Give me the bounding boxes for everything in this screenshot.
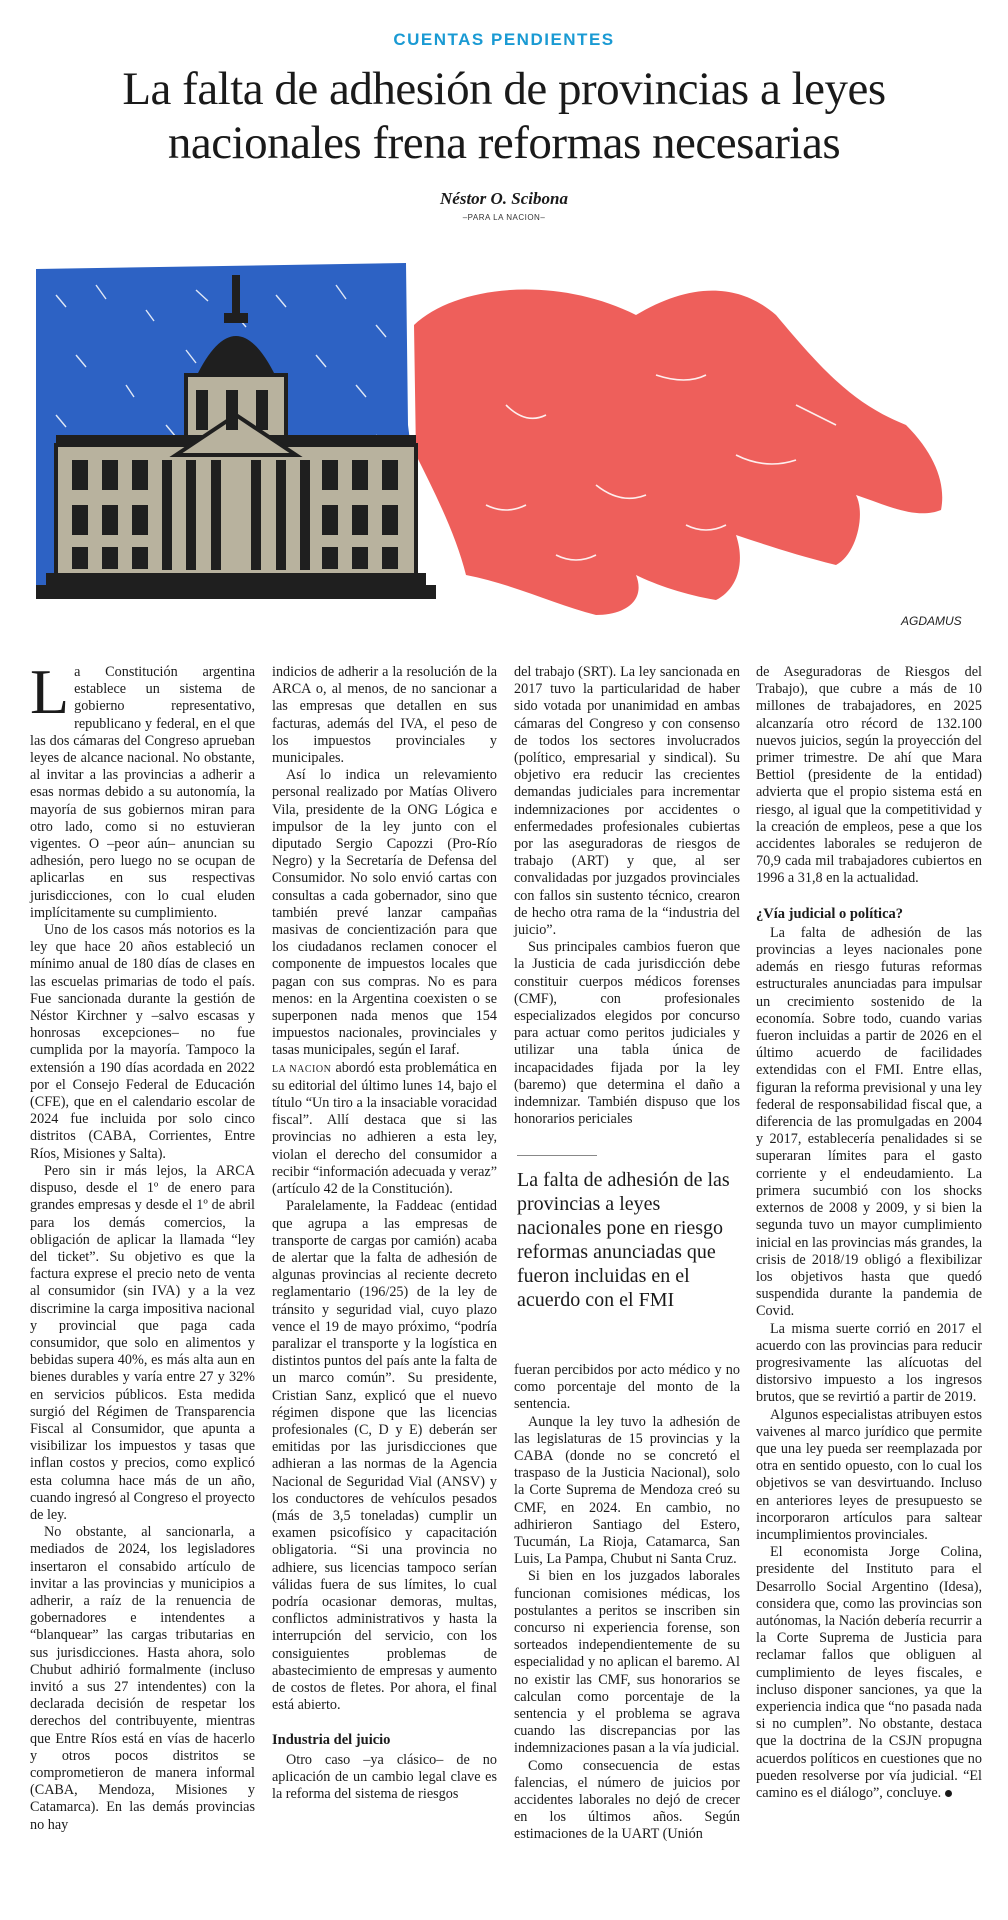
paragraph: indicios de adherir a la resolución de la ARCA o, al menos, de no sancionar a las empresas que detallen en sus facturas, además del IVA, el peso de los impuestos provinciales y municipales. xyxy=(272,664,497,767)
article-column-3-top xyxy=(514,664,740,1128)
article-column-2 xyxy=(272,664,497,1803)
paragraph: La Constitución argentina establece un sistema de gobierno representativo, republicano y federal, en el que las dos cámaras del Congreso aprueban leyes de alcance nacional. No obstante, al invitar a las provincias a adherir a esas normas debido a su autonomía, la mayoría de sus gobiernos miran para otro lado, como si no estuvieran vigentes. O –peor aún– anuncian su adhesión, pero luego no se ocupan de aplicarlas en sus respectivas jurisdicciones, con lo cual eluden implícitamente su cumplimiento. xyxy=(30,656,255,921)
paragraph: Si bien en los juzgados laborales funcionan comisiones médicas, los postulantes a peritos se inscriben sin concurso ni experiencia forense, son sorteados independientemente de su especialidad y no aplican el baremo. Al no existir las CMF, sus honorarios se calculan como porcentaje de la sentencia y el problema se agrava cuando las discrepancias por las indemnizaciones pasan a la vía judicial. xyxy=(514,1568,740,1757)
article-column-3-bottom xyxy=(514,1362,740,1844)
paragraph: Algunos especialistas atribuyen estos vaivenes al marco jurídico que permite que una ley pueda ser reemplazada por otra en sentido opuesto, con lo cual los objetivos se van desvirtuando. Incluso en anteriores leyes de presupuesto se incorporaron artículos para saltear incumplimientos provinciales. xyxy=(756,1406,982,1543)
section-subhead: Industria del juicio xyxy=(272,1732,391,1749)
paragraph: fueran percibidos por acto médico y no como porcentaje del monto de la sentencia. xyxy=(514,1362,740,1413)
drop-cap: L xyxy=(30,656,70,727)
paragraph: No obstante, al sancionarla, a mediados de 2024, los legisladores insertaron el consabido artículo de invitar a las provincias y municipios a adherir, a raíz de la renuencia de gobernadores e intendentes a “blanquear” las cargas tributarias en sus jurisdicciones. Hasta ahora, solo Chubut adhirió formalmente (incluso invitó a sus 27 intendentes) con la declarada decisión de respetar los derechos del contribuyente, mientras que Entre Ríos está en vías de hacerlo y otros pocos distritos se comprometieron de manera informal (CABA, Mendoza, Misiones y Catamarca). En las demás provincias no hay xyxy=(30,1524,255,1833)
paragraph: Como consecuencia de estas falencias, el número de juicios por accidentes laborales no dejó de crecer en los últimos años. Según estimaciones de la UART (Unión xyxy=(514,1757,740,1843)
article-column-4 xyxy=(756,664,982,1802)
section-kicker: CUENTAS PENDIENTES xyxy=(393,30,615,49)
paragraph: Pero sin ir más lejos, la ARCA dispuso, desde el 1º de enero para grandes empresas y desde el 1º de abril para los demás comercios, la obligación de aplicar la llamada “ley del ticket”. Su objetivo es que la factura exprese el precio neto de venta al consumidor (sin IVA) y a la vez discrimine la carga impositiva nacional y provincial que paga cada consumidor, que solo en alimentos y bebidas supera 40%, es más alta aun en bienes durables y varía entre 27 y 32% en servicios públicos. Esta medida surgió del Régimen de Transparencia Fiscal al Consumidor, que apunta a visibilizar los impuestos y tasas que inflan costos y precios, como explicó esta columna hace más de un año, cuando ingresó al Congreso el proyecto de ley. xyxy=(30,1162,255,1523)
congress-hand-illustration xyxy=(36,255,976,635)
article-column-1 xyxy=(30,656,255,1834)
author-byline: Néstor O. Scibona xyxy=(440,189,568,208)
paragraph: Otro caso –ya clásico– de no aplicación de un cambio legal clave es la reforma del sistema de riesgos xyxy=(272,1751,497,1802)
paragraph: de Aseguradoras de Riesgos del Trabajo), que cubre a más de 10 millones de trabajadores, en 2025 alcanzaría otro récord de 132.100 nuevos juicios, según la proyección del primer trimestre. De ahí que Mara Bettiol (presidente de la entidad) advierta que el propio sistema está en riesgo, al igual que la competitividad y la creación de empleos, pese a que los accidentes laborales se redujeron de 70,9 cada mil trabajadores cubiertos en 1996 a 31,8 en la actualidad. xyxy=(756,664,982,887)
paragraph: Paralelamente, la Faddeac (entidad que agrupa a las empresas de transporte de cargas por camión) acaba de alertar que la falta de adhesión de algunas provincias al reciente decreto reglamentario (196/25) de la ley de tránsito y seguridad vial, cuyo plazo vence el 19 de mayo próximo, “podría paralizar el transporte y la logística en distintos puntos del país ante la falta de un marco común”. Su presidente, Cristian Sanz, explicó que el nuevo régimen dispone que las licencias profesionales (C, D y E) deberán ser emitidas por las jurisdicciones que adhieran a las normas de la Agencia Nacional de Seguridad Vial (ANSV) y los conductores de vehículos pesados (más de 3,5 toneladas) cumplir un examen psicofísico y capacitación obligatoria. “Si una provincia no adhiere, sus licencias tampoco serían válidas fuera de sus límites, lo cual podría ocasionar demoras, multas, conflictos administrativos y hasta la interrupción del servicio, con los consiguientes problemas de abastecimiento de empresas y aumento de costos de fletes. Por ahora, el final está abierto. xyxy=(272,1198,497,1714)
paragraph: Uno de los casos más notorios es la ley que hace 20 años estableció un mínimo anual de 180 días de clases en las escuelas primarias de todo el país. Fue sancionada durante la gestión de Néstor Kirchner y –salvo escasas y honrosas excepciones– no fue cumplida por la mayoría. Tampoco la extensión a 190 días acordada en 2022 por el Consejo Federal de Educación (CFE), que en el calendario escolar de 2024 fue incluida por solo cinco distritos (CABA, Corrientes, Entre Ríos, Misiones y Salta). xyxy=(30,922,255,1162)
end-mark-icon xyxy=(945,1790,952,1797)
paragraph: El economista Jorge Colina, presidente del Instituto para el Desarrollo Social Argentino (Idesa), considera que, como las provincias son autónomas, la Nación debería recurrir a la Corte Suprema de Justicia para reclamar fallos que obliguen al cumplimiento de leyes fiscales, e incluso disponer sanciones, ya que la experiencia indica que “no pasada nada si no cumplen”. No obstante, destaca que la doctrina de la CSJN propugna acuerdos políticos en cuestiones que no pueden resolverse por vía judicial. “El camino es el diálogo”, concluye. xyxy=(756,1544,982,1801)
paragraph: Sus principales cambios fueron que la Justicia de cada jurisdicción debe constituir cuerpos médicos forenses (CMF), con profesionales especializados elegidos por concurso para actuar como peritos judiciales y utilizar una tabla única de incapacidades fijada por la ley (baremo) que determina el daño a indemnizar. También dispuso que los honorarios periciales xyxy=(514,939,740,1128)
paragraph: Así lo indica un relevamiento personal realizado por Matías Olivero Vila, presidente de la ONG Lógica e impulsor de la ley junto con el diputado Sergio Capozzi (Pro-Río Negro) y la Secretaría de Defensa del Consumidor. No solo envió cartas con consultas a cada gobernador, sino que también prevé lanzar campañas masivas de concientización para que los ciudadanos reclamen conocer el componente de impuestos locales que pagan con sus compras. No es para menos: en la Argentina coexisten o se superponen nada menos que 154 impuestos nacionales, provinciales y tasas municipales, según el Iaraf. xyxy=(272,767,497,1059)
article-headline: La falta de adhesión de provincias a leyes nacionales frena reformas necesarias xyxy=(122,63,886,169)
illustration-signature: AGDAMUS xyxy=(901,614,962,628)
paragraph: Aunque la ley tuvo la adhesión de las legislaturas de 15 provincias y la CABA (donde no se concretó el traspaso de la Justicia Nacional), solo la Corte Suprema de Mendoza creó su CMF, en 2024. En cambio, no adhirieron Santiago del Estero, Tucumán, La Rioja, Catamarca, San Luis, La Pampa, Chubut ni Santa Cruz. xyxy=(514,1413,740,1568)
publication-credit: –PARA LA NACION– xyxy=(462,213,546,222)
pullquote: La falta de adhesión de las provincias a leyes nacionales pone en riesgo reformas anunciadas que fueron incluidas en el acuerdo con el FMI xyxy=(517,1169,730,1311)
paragraph: LA NACION abordó esta problemática en su editorial del último lunes 14, bajo el título “Un tiro a la insaciable voracidad fiscal”. Allí destaca que si las provincias no adhieren a esta ley, violan el derecho del consumidor a recibir “información adecuada y veraz” (artículo 42 de la Constitución). xyxy=(272,1059,497,1198)
section-subhead: ¿Vía judicial o política? xyxy=(756,905,904,922)
paragraph: del trabajo (SRT). La ley sancionada en 2017 tuvo la particularidad de haber sido votada por unanimidad en ambas cámaras del Congreso y con consenso de todos los sectores involucrados (político, empresarial y sindical). Su objetivo era reducir las crecientes demandas judiciales para incrementar indemnizaciones por accidentes o enfermedades profesionales cubiertas por las aseguradoras de riesgos de trabajo (ART) y que, al ser convalidadas por juzgados provinciales con fallos sin sustento técnico, crearon de hecho otra rama de la “industria del juicio”. xyxy=(514,664,740,939)
pullquote-rule xyxy=(517,1155,597,1156)
paragraph: La misma suerte corrió en 2017 el acuerdo con las provincias para reducir progresivamente las alícuotas del distorsivo impuesto a los ingresos brutos, que se revirtió a partir de 2019. xyxy=(756,1320,982,1406)
paragraph: La falta de adhesión de las provincias a leyes nacionales pone además en riesgo futuras reformas estructurales anunciadas para impulsar un crecimiento sostenido de la economía. Sobre todo, cuando varias fueron incluidas a partir de 2026 en el último acuerdo de facilidades extendidas con el FMI. Entre ellas, figuran la reforma previsional y una ley federal de responsabilidad fiscal que, a diferencia de las promulgadas en 2004 y 2017, establecería penalidades si se superaran límites para el gasto corriente y el endeudamiento. La primera sucumbió con los shocks externos de 2008 y 2009, y si bien la segunda tuvo un mayor cumplimiento inicial en las provincias más grandes, la crisis de 2018/19 obligó a flexibilizar los objetivos hasta que quedó suspendida durante la pandemia de Covid. xyxy=(756,924,982,1320)
